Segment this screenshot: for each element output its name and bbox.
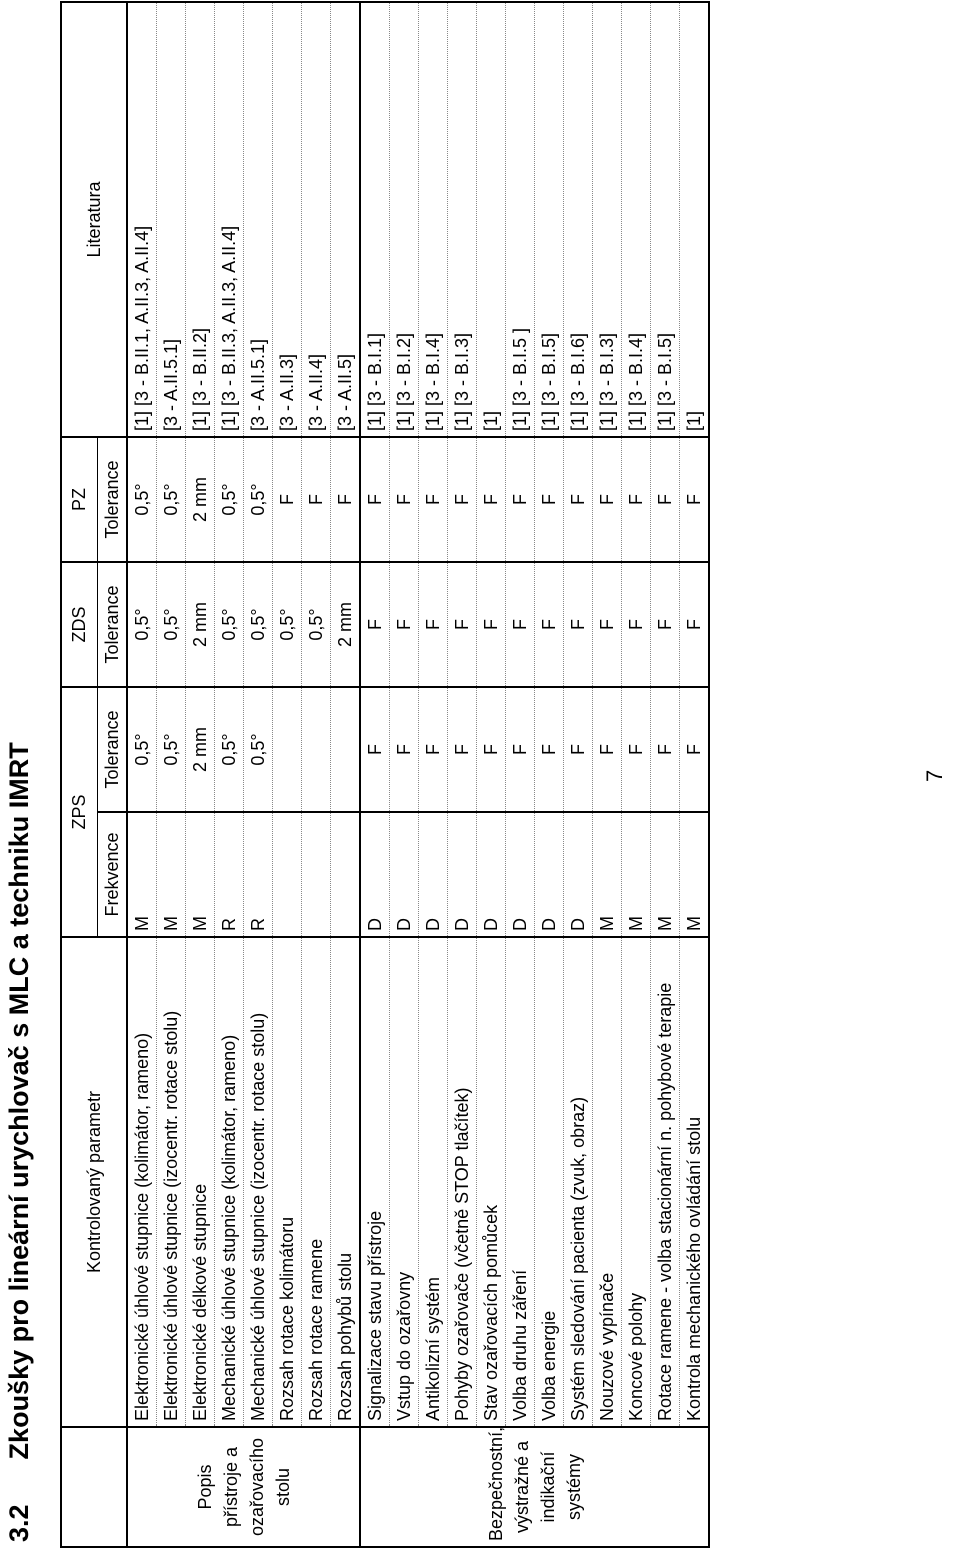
lit-cell: [1] [3 - B.I.2] [390, 2, 419, 437]
pz-cell: F [651, 437, 680, 562]
zds-cell: F [506, 562, 535, 687]
zds-cell: 0,5° [127, 562, 157, 687]
table-row [127, 2, 157, 1547]
table-row [244, 2, 273, 1547]
param-cell: Antikolizní systém [419, 937, 448, 1427]
section-heading [4, 742, 35, 1542]
zps-cell: 2 mm [186, 687, 215, 812]
header-pz: PZ [61, 437, 97, 562]
zps-cell: F [651, 687, 680, 812]
table-row [215, 2, 244, 1547]
lit-cell: [1] [3 - B.II.1, A.II.3, A.II.4] [127, 2, 157, 437]
pz-cell: F [622, 437, 651, 562]
lit-cell: [3 - A.II.3] [273, 2, 302, 437]
zds-cell: 0,5° [157, 562, 186, 687]
zps-cell: F [506, 687, 535, 812]
header-literatura: Literatura [61, 2, 127, 437]
zds-cell: F [477, 562, 506, 687]
zds-cell: F [622, 562, 651, 687]
param-cell: Mechanické úhlové stupnice (kolimátor, rameno) [215, 937, 244, 1427]
pz-cell: F [331, 437, 361, 562]
section-label: Bezpečnostní, výstražné a indikační systémy [360, 1427, 709, 1547]
lit-cell: [1] [680, 2, 710, 437]
zps-cell: F [448, 687, 477, 812]
freq-cell: M [157, 812, 186, 937]
param-cell: Rotace ramene - volba stacionární n. pohybové terapie [651, 937, 680, 1427]
pz-cell: F [477, 437, 506, 562]
header-zds-tolerance: Tolerance [97, 562, 127, 687]
pz-cell: F [360, 437, 390, 562]
lit-cell: [3 - A.II.4] [302, 2, 331, 437]
table-row [680, 2, 710, 1547]
zps-cell: F [680, 687, 710, 812]
freq-cell: D [564, 812, 593, 937]
lit-cell: [1] [3 - B.I.3] [593, 2, 622, 437]
zps-cell: F [535, 687, 564, 812]
lit-cell: [1] [3 - B.I.3] [448, 2, 477, 437]
table-row [360, 2, 390, 1547]
table-row [302, 2, 331, 1547]
param-cell: Mechanické úhlové stupnice (izocentr. rotace stolu) [244, 937, 273, 1427]
lit-cell: [1] [3 - B.I.5 ] [506, 2, 535, 437]
freq-cell: R [244, 812, 273, 937]
section-title: Zkoušky pro lineární urychlovač s MLC a techniku IMRT [4, 742, 34, 1460]
freq-cell: M [593, 812, 622, 937]
zps-cell: F [477, 687, 506, 812]
header-param: Kontrolovaný parametr [61, 937, 127, 1427]
zps-cell: F [622, 687, 651, 812]
page-number: 7 [922, 769, 947, 782]
param-cell: Systém sledování pacienta (zvuk, obraz) [564, 937, 593, 1427]
param-cell: Signalizace stavu přístroje [360, 937, 390, 1427]
zps-cell: 0,5° [157, 687, 186, 812]
lit-cell: [3 - A.II.5.1] [157, 2, 186, 437]
zps-cell: F [390, 687, 419, 812]
table-row [419, 2, 448, 1547]
table-row [477, 2, 506, 1547]
table-row [448, 2, 477, 1547]
zds-cell: 0,5° [273, 562, 302, 687]
lit-cell: [1] [477, 2, 506, 437]
lit-cell: [1] [3 - B.I.5] [535, 2, 564, 437]
param-cell: Elektronické délkové stupnice [186, 937, 215, 1427]
table-row [651, 2, 680, 1547]
freq-cell: M [622, 812, 651, 937]
freq-cell: D [506, 812, 535, 937]
lit-cell: [1] [3 - B.I.1] [360, 2, 390, 437]
zps-cell: 0,5° [127, 687, 157, 812]
param-cell: Volba druhu záření [506, 937, 535, 1427]
zps-cell [331, 687, 361, 812]
header-frekvence: Frekvence [97, 812, 127, 937]
zds-cell: F [390, 562, 419, 687]
lit-cell: [3 - A.II.5] [331, 2, 361, 437]
pz-cell: F [680, 437, 710, 562]
pz-cell: 0,5° [157, 437, 186, 562]
freq-cell: R [215, 812, 244, 937]
param-cell: Elektronické úhlové stupnice (izocentr. rotace stolu) [157, 937, 186, 1427]
pz-cell: F [506, 437, 535, 562]
zds-cell: F [419, 562, 448, 687]
zps-cell: F [564, 687, 593, 812]
header-zps: ZPS [61, 687, 97, 937]
pz-cell: 0,5° [215, 437, 244, 562]
zps-cell [302, 687, 331, 812]
pz-cell: F [419, 437, 448, 562]
zds-cell: F [360, 562, 390, 687]
zps-cell: F [419, 687, 448, 812]
pz-cell: 0,5° [244, 437, 273, 562]
lit-cell: [1] [3 - B.I.6] [564, 2, 593, 437]
table-row [506, 2, 535, 1547]
table-row [593, 2, 622, 1547]
pz-cell: F [390, 437, 419, 562]
freq-cell: D [448, 812, 477, 937]
qa-table [60, 1, 710, 1548]
param-cell: Kontrola mechanického ovládání stolu [680, 937, 710, 1427]
freq-cell: M [127, 812, 157, 937]
header-zps-tolerance: Tolerance [97, 687, 127, 812]
freq-cell: M [680, 812, 710, 937]
zps-cell: 0,5° [215, 687, 244, 812]
pz-cell: F [448, 437, 477, 562]
zds-cell: 0,5° [244, 562, 273, 687]
freq-cell: D [390, 812, 419, 937]
freq-cell: D [535, 812, 564, 937]
lit-cell: [1] [3 - B.II.2] [186, 2, 215, 437]
param-cell: Pohyby ozařovače (včetně STOP tlačítek) [448, 937, 477, 1427]
lit-cell: [1] [3 - B.I.4] [419, 2, 448, 437]
header-pz-tolerance: Tolerance [97, 437, 127, 562]
freq-cell: D [419, 812, 448, 937]
pz-cell: 2 mm [186, 437, 215, 562]
zds-cell: F [651, 562, 680, 687]
zds-cell: F [448, 562, 477, 687]
param-cell: Elektronické úhlové stupnice (kolimátor, rameno) [127, 937, 157, 1427]
table-row [157, 2, 186, 1547]
zps-cell: 0,5° [244, 687, 273, 812]
zds-cell: F [593, 562, 622, 687]
zps-cell: F [593, 687, 622, 812]
table-row [535, 2, 564, 1547]
param-cell: Volba energie [535, 937, 564, 1427]
freq-cell: M [186, 812, 215, 937]
zds-cell: 0,5° [302, 562, 331, 687]
table-row [186, 2, 215, 1547]
table-row [273, 2, 302, 1547]
zps-cell: F [360, 687, 390, 812]
lit-cell: [1] [3 - B.I.4] [622, 2, 651, 437]
lit-cell: [1] [3 - B.II.3, A.II.3, A.II.4] [215, 2, 244, 437]
zds-cell: F [535, 562, 564, 687]
table-row [564, 2, 593, 1547]
header-spacer [61, 1427, 127, 1547]
pz-cell: 0,5° [127, 437, 157, 562]
param-cell: Koncové polohy [622, 937, 651, 1427]
zds-cell: F [564, 562, 593, 687]
pz-cell: F [564, 437, 593, 562]
zds-cell: 2 mm [331, 562, 361, 687]
zds-cell: 0,5° [215, 562, 244, 687]
param-cell: Vstup do ozařovny [390, 937, 419, 1427]
zps-cell [273, 687, 302, 812]
lit-cell: [3 - A.II.5.1] [244, 2, 273, 437]
header-zds: ZDS [61, 562, 97, 687]
pz-cell: F [273, 437, 302, 562]
table-row [390, 2, 419, 1547]
pz-cell: F [535, 437, 564, 562]
param-cell: Nouzové vypínače [593, 937, 622, 1427]
zds-cell: F [680, 562, 710, 687]
freq-cell [273, 812, 302, 937]
param-cell: Rozsah rotace kolimátoru [273, 937, 302, 1427]
section-label: Popis přístroje a ozařovacího stolu [127, 1427, 360, 1547]
section-number: 3.2 [4, 1504, 34, 1542]
param-cell: Rozsah pohybů stolu [331, 937, 361, 1427]
freq-cell [331, 812, 361, 937]
zds-cell: 2 mm [186, 562, 215, 687]
table-row [622, 2, 651, 1547]
pz-cell: F [593, 437, 622, 562]
param-cell: Stav ozařovacích pomůcek [477, 937, 506, 1427]
freq-cell: D [360, 812, 390, 937]
freq-cell [302, 812, 331, 937]
param-cell: Rozsah rotace ramene [302, 937, 331, 1427]
pz-cell: F [302, 437, 331, 562]
freq-cell: D [477, 812, 506, 937]
lit-cell: [1] [3 - B.I.5] [651, 2, 680, 437]
freq-cell: M [651, 812, 680, 937]
table-row [331, 2, 361, 1547]
